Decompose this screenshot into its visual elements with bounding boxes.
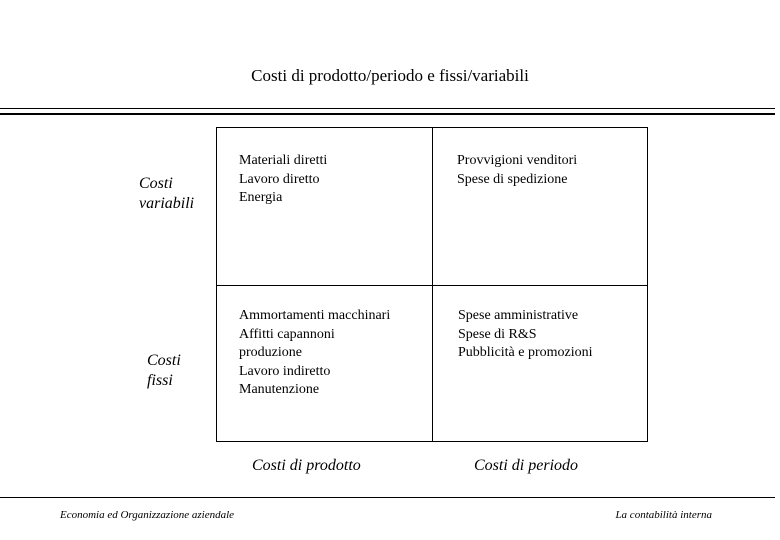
column-label-period-costs: Costi di periodo (474, 457, 579, 474)
row-label-variable-costs: Costi variabili (139, 175, 195, 212)
list-item: Pubblicità e promozioni (458, 345, 593, 360)
list-item: Spese amministrative (458, 308, 579, 323)
list-item: Materiali diretti (239, 153, 328, 168)
footer-divider (0, 497, 775, 498)
list-item: Energia (239, 190, 283, 205)
list-item: Spese di spedizione (457, 171, 568, 187)
list-item: produzione (239, 345, 302, 360)
list-item: Provvigioni venditori (457, 153, 578, 168)
list-item: Ammortamenti macchinari (239, 308, 391, 323)
cell-fixed-period (458, 307, 593, 363)
list-item: Lavoro indiretto (239, 363, 331, 379)
list-item: Spese di R&S (458, 326, 537, 342)
cell-fixed-product (239, 307, 390, 400)
page-title: Costi di prodotto/periodo e fissi/variabili (251, 66, 529, 85)
footer-section-name: La contabilità interna (615, 509, 712, 521)
header-divider-thick (0, 113, 775, 115)
column-label-product-costs: Costi di prodotto (252, 457, 361, 474)
footer-course-name: Economia ed Organizzazione aziendale (60, 509, 235, 521)
list-item: Lavoro diretto (239, 171, 320, 187)
list-item: Affitti capannoni (239, 326, 335, 342)
cost-matrix (216, 127, 648, 442)
row-label-fixed-costs: Costi fissi (147, 352, 181, 389)
matrix-horizontal-divider (217, 285, 647, 286)
cell-variable-product (239, 152, 327, 208)
list-item: Manutenzione (239, 382, 320, 397)
header-divider-thin (0, 108, 775, 109)
cell-variable-period (457, 152, 577, 189)
